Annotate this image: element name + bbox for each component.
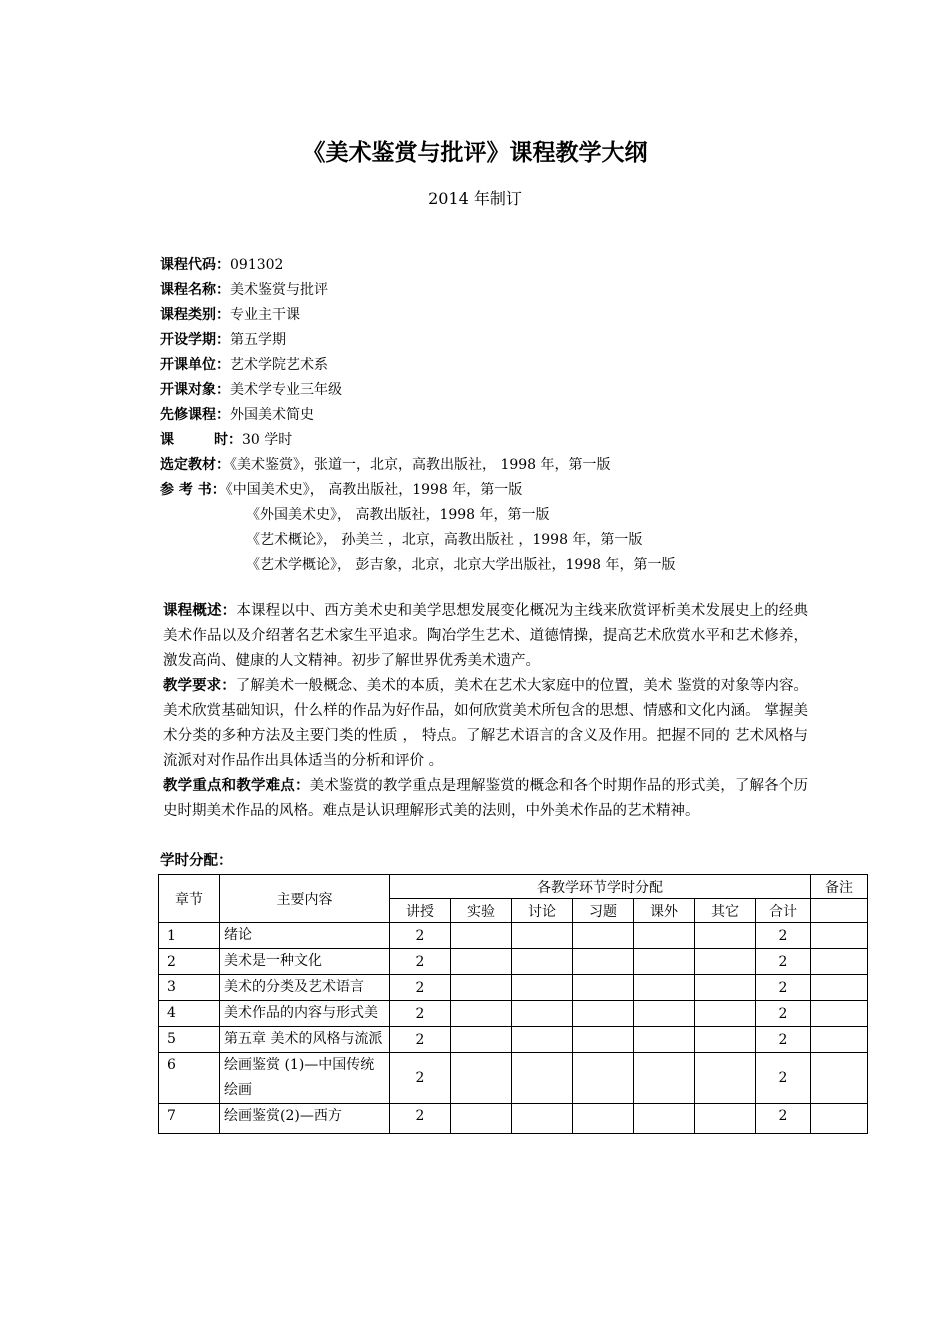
course-overview: 课程概述：本课程以中、西方美术史和美学思想发展变化概况为主线来欣赏评析美术发展史上的经典美术作品以及介绍著名艺术家生平追求。陶冶学生艺术、道德情操，提高艺术欣赏水平和艺术修养，激发高尚、健康的人文精神。初步了解世界优秀美术遗产。: [163, 603, 809, 669]
info-ref-1: 参 考 书：《中国美术史》， 高教出版社，1998 年，第一版: [160, 482, 523, 498]
info-ref-4: 《艺术学概论》， 彭吉象，北京，北京大学出版社，1998 年，第一版: [246, 557, 676, 573]
table-row: 4 美术作品的内容与形式美 2 2: [159, 1001, 868, 1027]
hours-table: [158, 874, 868, 1134]
info-type: 课程类别：专业主干课: [160, 307, 300, 323]
header-group: 各教学环节学时分配: [390, 875, 811, 899]
info-ref-3: 《艺术概论》， 孙美兰 ，北京，高教出版社 ，1998 年，第一版: [246, 532, 643, 548]
info-hours: 课 时：30 学时: [160, 432, 293, 448]
header-experiment: 实验: [451, 899, 512, 923]
header-lecture: 讲授: [390, 899, 451, 923]
document-title: 《美术鉴赏与批评》课程教学大纲: [302, 140, 648, 166]
info-term: 开设学期：第五学期: [160, 332, 286, 348]
info-target: 开课对象：美术学专业三年级: [160, 382, 342, 398]
info-code: 课程代码：091302: [160, 257, 284, 273]
header-other: 其它: [695, 899, 756, 923]
header-extracurricular: 课外: [634, 899, 695, 923]
info-unit: 开课单位：艺术学院艺术系: [160, 357, 328, 373]
course-info: [160, 253, 676, 578]
table-row: 7 绘画鉴赏(2)—西方 2 2: [159, 1104, 868, 1134]
header-discussion: 讨论: [512, 899, 573, 923]
table-row: 2 美术是一种文化 2 2: [159, 949, 868, 975]
info-ref-2: 《外国美术史》， 高教出版社，1998 年，第一版: [246, 507, 550, 523]
info-prereq: 先修课程：外国美术简史: [160, 407, 314, 423]
header-content: 主要内容: [220, 875, 390, 923]
teaching-requirements: 教学要求：了解美术一般概念、美术的本质，美术在艺术大家庭中的位置，美术 鉴赏的对象等内容。 美术欣赏基础知识，什么样的作品为好作品，如何欣赏美术所包含的思想、情感和文化内涵。 掌握美术分类的多种方法及主要门类的性质 ， 特点。了解艺术语言的含义及作用。把握不同的 艺术风格与流派对对作品作出具体适当的分析和评价 。: [163, 678, 809, 769]
header-exercise: 习题: [573, 899, 634, 923]
table-row: 3 美术的分类及艺术语言 2 2: [159, 975, 868, 1001]
key-points: 教学重点和教学难点：美术鉴赏的教学重点是理解鉴赏的概念和各个时期作品的形式美，了解各个历史时期美术作品的风格。难点是认识理解形式美的法则，中外美术作品的艺术精神。: [163, 778, 809, 819]
table-row: 6 绘画鉴赏 (1)—中国传统绘画 2 2: [159, 1053, 868, 1104]
document-subtitle: 2014 年制订: [428, 189, 522, 208]
header-remark: 备注: [811, 875, 868, 899]
remark-cell: [811, 899, 868, 923]
table-row: 1 绪论 2 2: [159, 923, 868, 949]
distribution-label: 学时分配：: [160, 853, 233, 869]
info-textbook: 选定教材：《美术鉴赏》，张道一，北京，高教出版社， 1998 年，第一版: [160, 457, 611, 473]
header-chapter: 章节: [159, 875, 220, 923]
info-name: 课程名称：美术鉴赏与批评: [160, 282, 328, 298]
header-total: 合计: [756, 899, 811, 923]
table-row: 5 第五章 美术的风格与流派 2 2: [159, 1027, 868, 1053]
